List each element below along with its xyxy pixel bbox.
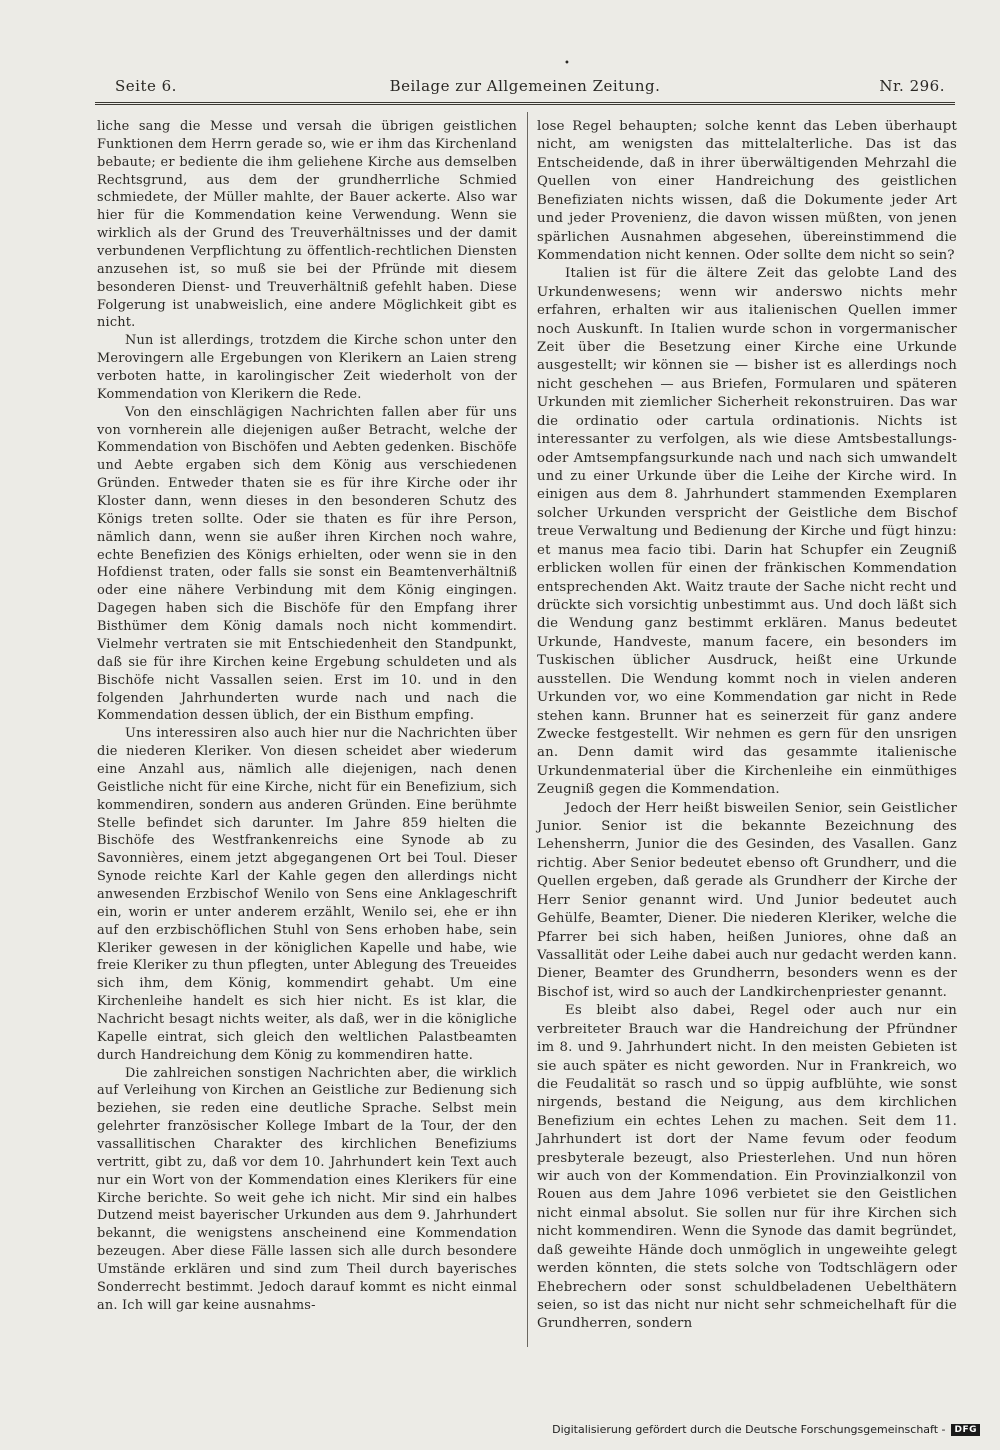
paragraph: lose Regel behaupten; solche kennt das Leben überhaupt nicht, am wenigsten das mittelalterliche. Das ist das Entscheidende, daß in ihrer überwältigenden Mehrzahl die Quellen von einer Handreichung des geistlichen Benefiziaten nichts wissen, daß die Dokumente jeder Art und jeder Provenienz, die davon wissen müßten, von jenen spärlichen Ausnahmen abgesehen, übereinstimmend die Kommendation nicht kennen. Oder sollte dem nicht so sein?	[537, 119, 957, 263]
paragraph: Nun ist allerdings, trotzdem die Kirche schon unter den Merovingern alle Ergebungen von Klerikern an Laien streng verboten hatte, in karolingischer Zeit wiederholt von der Kommendation von Klerikern die Rede.	[97, 333, 517, 402]
digitization-footer	[552, 1423, 980, 1436]
header-rule	[95, 102, 955, 105]
left-column	[97, 118, 517, 1315]
paragraph: Die zahlreichen sonstigen Nachrichten aber, die wirklich auf Verleihung von Kirchen an Geistliche zur Bedienung sich beziehen, sie reden eine deutliche Sprache. Selbst mein gelehrter französischer Kollege Imbart de la Tour, der den vassallitischen Charakter des kirchlichen Benefiziums vertritt, gibt zu, daß vor dem 10. Jahrhundert kein Text auch nur ein Wort von der Kommendation eines Klerikers für eine Kirche berichte. So weit gehe ich nicht. Mir sind ein halbes Dutzend meist bayerischer Urkunden aus dem 9. Jahrhundert bekannt, die wenigstens anscheinend eine Kommendation bezeugen. Aber diese Fälle lassen sich alle durch besondere Umstände erklären und sind zum Theil durch bayerisches Sonderrecht bestimmt. Jedoch darauf kommt es nicht einmal an. Ich will gar keine ausnahms-	[97, 1065, 517, 1313]
paragraph: Jedoch der Herr heißt bisweilen Senior, sein Geistlicher Junior. Senior ist die bekannte Bezeichnung des Lehensherrn, Junior die des Gesinden, des Vasallen. Ganz richtig. Aber Senior bedeutet ebenso oft Grundherr, und die Quellen ergeben, daß gerade als Grundherr der Kirche der Herr Senior genannt wird. Und Junior bedeutet auch Gehülfe, Beamter, Diener. Die niederen Kleriker, welche die Pfarrer bei sich haben, heißen Juniores, ohne daß an Vassallität oder Leihe dabei auch nur gedacht werden kann. Diener, Beamter des Grundherrn, besonders wenn es der Bischof ist, wird so auch der Landkirchenpriester genannt.	[537, 800, 957, 1000]
issue-number: Nr. 296.	[879, 77, 945, 95]
paragraph: Uns interessiren also auch hier nur die Nachrichten über die niederen Kleriker. Von diesen scheidet aber wiederum eine Anzahl aus, nämlich alle diejenigen, nach denen Geistliche nicht für eine Kirche, nicht für ein Benefizium, sich kommendiren, sondern aus anderen Gründen. Eine berühmte Stelle befindet sich darunter. Im Jahre 859 hielten die Bischöfe des Westfrankenreichs eine Synode ab zu Savonnières, einem jetzt abgegangenen Ort bei Toul. Dieser Synode reichte Karl der Kahle gegen den allerdings nicht anwesenden Erzbischof Wenilo von Sens eine Anklageschrift ein, worin er unter anderem erzählt, Wenilo sei, ehe er ihn auf den erzbischöflichen Stuhl von Sens erhoben habe, sein Kleriker gewesen in der königlichen Kapelle und habe, wie freie Kleriker zu thun pflegten, unter Ablegung des Treueides sich ihm, dem König, kommendirt gehabt. Um eine Kirchenleihe handelt es sich hier nicht. Es ist klar, die Nachricht besagt nichts weiter, als daß, wer in die königliche Kapelle eintrat, sich gleich den weltlichen Palastbeamten durch Handreichung dem König zu kommendiren hatte.	[97, 726, 517, 1063]
dfg-logo: DFG	[951, 1424, 980, 1436]
page-number: Seite 6.	[115, 77, 177, 95]
paragraph: Es bleibt also dabei, Regel oder auch nur ein verbreiteter Brauch war die Handreichung der Pfründner im 8. und 9. Jahrhundert nicht. In den meisten Gebieten ist sie auch später es nicht geworden. Nur in Frankreich, wo die Feudalität so rasch und so üppig aufblühte, wie sonst nirgends, bestand die Neigung, aus dem kirchlichen Benefizium ein echtes Lehen zu machen. Seit dem 11. Jahrhundert ist dort der Name fevum oder feodum presbyterale bezeugt, also Priesterlehen. Und nun hören wir auch von der Kommendation. Ein Provinzialkonzil von Rouen aus dem Jahre 1096 verbietet sie den Geistlichen nicht einmal absolut. Sie sollen nur für ihre Kirchen sich nicht kommendiren. Wenn die Synode das damit begründet, daß geweihte Hände doch unmöglich in ungeweihte gelegt werden könnten, die stets solche von Todtschlägern oder Ehebrechern oder sonst schuldbeladenen Uebelthätern seien, so ist das nicht nur nicht sehr schmeichelhaft für die Grundherren, sondern	[537, 1003, 957, 1332]
paragraph: liche sang die Messe und versah die übrigen geistlichen Funktionen dem Herrn gerade so, wie er ihm das Kirchenland bebaute; er bediente die ihm geliehene Kirche aus demselben Rechtsgrund, aus dem der grundherrliche Schmied schmiedete, der Müller mahlte, der Bauer ackerte. Also war hier für die Kommendation keine Verwendung. Wenn sie wirklich als der Grund des Treuverhältnisses und der damit verbundenen Verpflichtung zu öffentlich-rechtlichen Diensten anzusehen ist, so muß sie bei der Pfründe mit diesem besonderen Dienst- und Treuverhältniß gefehlt haben. Diese Folgerung ist unabweislich, eine andere Möglichkeit gibt es nicht.	[97, 119, 517, 331]
paragraph: Von den einschlägigen Nachrichten fallen aber für uns von vornherein alle diejenigen außer Betracht, welche der Kommendation von Bischöfen und Aebten gedenken. Bischöfe und Aebte ergaben sich dem König aus verschiedenen Gründen. Entweder thaten sie es für ihre Kirche oder ihr Kloster dann, wenn dieses in den besonderen Schutz des Königs treten sollte. Oder sie thaten es für ihre Person, nämlich dann, wenn sie außer ihren Kirchen noch wahre, echte Benefizien des Königs erhielten, oder wenn sie in den Hofdienst traten, oder falls sie sonst ein Beamtenverhältniß oder eine nähere Verbindung mit dem König eingingen. Dagegen haben sich die Bischöfe für den Empfang ihrer Bisthümer dem König damals noch nicht kommendirt. Vielmehr vertraten sie mit Entschiedenheit den Standpunkt, daß sie für ihre Kirchen keine Ergebung schuldeten und als Bischöfe nicht Vassallen seien. Erst im 10. und in den folgenden Jahrhunderten wurde nach und nach die Kommendation dessen üblich, der ein Bisthum empfing.	[97, 404, 517, 724]
paragraph: Italien ist für die ältere Zeit das gelobte Land des Urkundenwesens; wenn wir anderswo nichts mehr erfahren, erhalten wir aus italienischen Quellen immer noch Auskunft. In Italien wurde schon in vorgermanischer Zeit über die Besetzung einer Kirche eine Urkunde ausgestellt; wir können sie — bisher ist es allerdings noch nicht geschehen — aus Briefen, Formularen und späteren Urkunden mit ziemlicher Sicherheit rekonstruiren. Das war die ordinatio oder cartula ordinationis. Nichts ist interessanter zu verfolgen, als wie diese Amtsbestallungs- oder Amtsempfangsurkunde nach und nach sich umwandelt und zu einer Urkunde über die Leihe der Kirche wird. In einigen aus dem 8. Jahrhundert stammenden Exemplaren solcher Urkunden verspricht der Geistliche dem Bischof treue Verwaltung und Bedienung der Kirche und fügt hinzu: et manus mea facio tibi. Darin hat Schupfer ein Zeugniß erblicken wollen für einen der fränkischen Kommendation entsprechenden Akt. Waitz traute der Sache nicht recht und drückte sich vorsichtig unbestimmt aus. Und doch läßt sich die Wendung ganz bestimmt erklären. Manus bedeutet Urkunde, Handveste, manum facere, ein besonders im Tuskischen üblicher Ausdruck, heißt eine Urkunde ausstellen. Die Wendung kommt noch in vielen anderen Urkunden vor, wo eine Kommendation gar nicht in Rede stehen kann. Brunner hat es seinerzeit für ganz andere Zwecke festgestellt. Wir nehmen es gern für den unsrigen an. Denn damit wird das gesammte italienische Urkundenmaterial über die Kirchenleihe ein einmüthiges Zeugniß gegen die Kommendation.	[537, 266, 957, 798]
print-mark: •	[564, 58, 570, 69]
publication-title: Beilage zur Allgemeinen Zeitung.	[389, 77, 661, 95]
footer-text: Digitalisierung gefördert durch die Deutsche Forschungsgemeinschaft -	[552, 1423, 946, 1436]
right-column	[537, 118, 957, 1334]
page-header	[95, 72, 955, 102]
column-divider	[527, 112, 528, 1347]
